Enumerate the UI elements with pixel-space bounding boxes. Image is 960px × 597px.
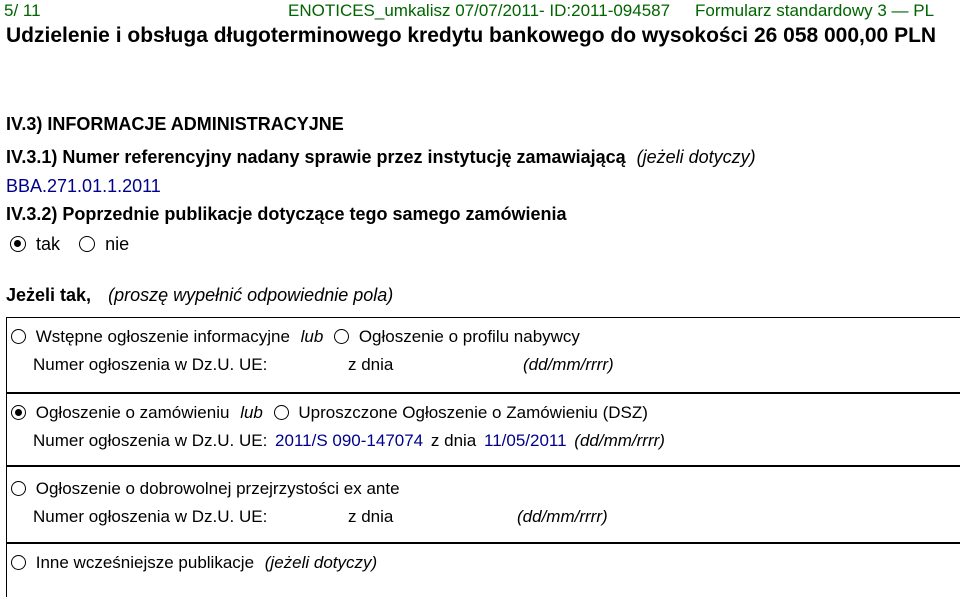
reference-number-note: (jeżeli dotyczy) bbox=[636, 147, 756, 167]
prior-information-options bbox=[11, 327, 580, 347]
notice-number-value: 2011/S 090-147074 bbox=[275, 431, 424, 450]
prior-information-box bbox=[6, 317, 960, 393]
page-title: Udzielenie i obsługa długoterminowego kredytu bankowego do wysokości 26 058 000,00 PLN bbox=[6, 24, 937, 47]
other-publications-option bbox=[11, 553, 377, 573]
contract-notice-options bbox=[11, 403, 648, 423]
section-heading: IV.3) INFORMACJE ADMINISTRACYJNE bbox=[6, 114, 344, 134]
other-publications-note: (jeżeli dotyczy) bbox=[264, 553, 378, 572]
notice-number-label: Numer ogłoszenia w Dz.U. UE: bbox=[33, 507, 268, 526]
radio-prior-information-label: Wstępne ogłoszenie informacyjne bbox=[35, 327, 290, 346]
notice-number-label: Numer ogłoszenia w Dz.U. UE: bbox=[33, 431, 268, 450]
notice-number-label: Numer ogłoszenia w Dz.U. UE: bbox=[33, 355, 268, 374]
date-format: (dd/mm/rrrr) bbox=[523, 355, 614, 374]
reference-number-label: IV.3.1) Numer referencyjny nadany sprawie przez instytucję zamawiającą bbox=[6, 147, 626, 167]
date-label: z dnia bbox=[430, 431, 477, 450]
reference-number-row bbox=[6, 147, 756, 169]
radio-ex-ante-label: Ogłoszenie o dobrowolnej przejrzystości ex ante bbox=[35, 479, 400, 498]
document-id: ENOTICES_umkalisz 07/07/2011- ID:2011-094587 bbox=[288, 1, 671, 20]
radio-contract-notice-label: Ogłoszenie o zamówieniu bbox=[35, 403, 230, 422]
if-yes-row bbox=[6, 285, 393, 307]
date-format: (dd/mm/rrrr) bbox=[517, 507, 608, 526]
running-header bbox=[0, 0, 960, 22]
radio-prior-information[interactable] bbox=[11, 329, 26, 344]
date-format: (dd/mm/rrrr) bbox=[574, 431, 665, 450]
previous-publications-label: IV.3.2) Poprzednie publikacje dotyczące tego samego zamówienia bbox=[6, 204, 567, 224]
radio-other-publications-label: Inne wcześniejsze publikacje bbox=[35, 553, 255, 572]
contract-notice-box bbox=[6, 393, 960, 466]
radio-yes[interactable] bbox=[10, 236, 26, 252]
ex-ante-option bbox=[11, 479, 400, 499]
if-yes-note: (proszę wypełnić odpowiednie pola) bbox=[108, 285, 394, 305]
radio-contract-notice[interactable] bbox=[11, 405, 26, 420]
page-number: 5/ 11 bbox=[4, 1, 41, 20]
ex-ante-box bbox=[6, 466, 960, 543]
previous-publications-options bbox=[10, 234, 129, 256]
radio-no[interactable] bbox=[79, 236, 95, 252]
radio-ex-ante[interactable] bbox=[11, 481, 26, 496]
if-yes-label: Jeżeli tak, bbox=[6, 285, 92, 305]
or-label: lub bbox=[240, 403, 263, 422]
form-name: Formularz standardowy 3 — PL bbox=[695, 1, 935, 20]
radio-yes-label: tak bbox=[36, 234, 61, 254]
radio-buyer-profile[interactable] bbox=[334, 329, 349, 344]
other-publications-box bbox=[6, 543, 960, 597]
radio-simplified-notice-label: Uproszczone Ogłoszenie o Zamówieniu (DSZ) bbox=[298, 403, 648, 422]
radio-other-publications[interactable] bbox=[11, 555, 26, 570]
notice-number-row bbox=[33, 431, 665, 451]
date-label: z dnia bbox=[348, 507, 394, 526]
date-label: z dnia bbox=[348, 355, 394, 374]
radio-simplified-notice[interactable] bbox=[274, 405, 289, 420]
or-label: lub bbox=[300, 327, 324, 346]
radio-buyer-profile-label: Ogłoszenie o profilu nabywcy bbox=[358, 327, 580, 346]
date-value: 11/05/2011 bbox=[484, 431, 567, 450]
radio-no-label: nie bbox=[105, 234, 130, 254]
reference-number-value: BBA.271.01.1.2011 bbox=[6, 176, 161, 196]
